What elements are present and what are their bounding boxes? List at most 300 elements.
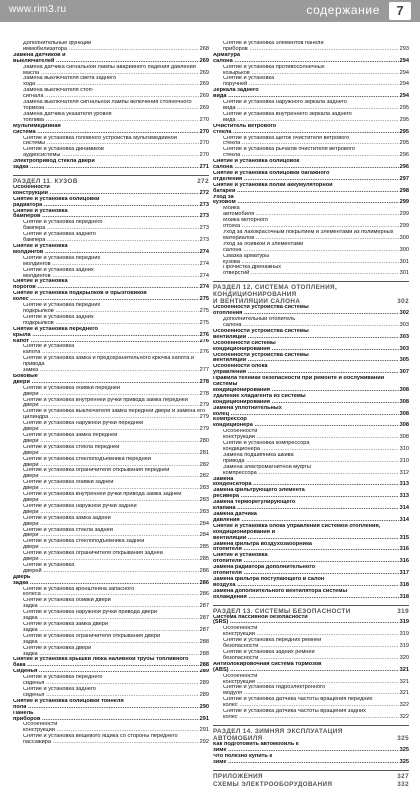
- toc-entry[interactable]: [13, 622, 209, 634]
- toc-entry-page: 286: [199, 591, 209, 598]
- toc-entry-page: 273: [199, 237, 209, 244]
- toc-entry-title: Замена датчика сигнальной лампы аварийного падения давления масла .....: [23, 65, 209, 77]
- toc-entry[interactable]: [213, 615, 409, 627]
- toc-entry[interactable]: [213, 512, 409, 524]
- toc-entry-title: Снятие и установка поручней .....: [223, 76, 409, 88]
- toc-entry[interactable]: [213, 230, 409, 242]
- toc-entry-page: 320: [399, 654, 409, 661]
- toc-entry-title: Снятие и установка обивки двери задка .....: [23, 598, 209, 610]
- toc-entry-title: Снятие и установка головного устройства мультимедийной системы .....: [23, 136, 209, 148]
- toc-entry-title: Прочистка дренажных отверстий .....: [223, 265, 409, 277]
- toc-entry-page: 276: [199, 338, 209, 344]
- toc-entry-title: Снятие и установка элементов панели приборов .....: [223, 41, 409, 53]
- toc-entry[interactable]: [13, 504, 209, 516]
- toc-entry[interactable]: [13, 256, 209, 268]
- toc-entry-page: 313: [399, 481, 409, 488]
- toc-entry[interactable]: [213, 500, 409, 512]
- toc-entry-page: 270: [199, 128, 209, 135]
- toc-entry-title: Панель приборов .....: [13, 711, 209, 723]
- toc-entry-page: 325: [399, 746, 409, 753]
- toc-entry[interactable]: [213, 100, 409, 112]
- toc-entry-title: Снятие и установка ограничителя открывания двери задка .....: [23, 634, 209, 646]
- toc-entry-page: 301: [399, 270, 409, 277]
- toc-entry-page: 288: [199, 650, 209, 657]
- toc-entry-title: Снятие и установка стекла задней двери .....: [23, 528, 209, 540]
- toc-entry-page: 308: [399, 434, 409, 441]
- toc-entry-title: Замена терморегулирующего клапана .....: [213, 500, 409, 512]
- toc-entry-title: Снятие и установка двери задка .....: [23, 646, 209, 658]
- toc-entry-page: 281: [199, 449, 209, 456]
- toc-entry[interactable]: [13, 563, 209, 575]
- toc-entry-title: Снятие и установка компрессора кондиционера .....: [223, 441, 409, 453]
- toc-entry[interactable]: [13, 598, 209, 610]
- page-header: [0, 0, 420, 22]
- toc-left-column: [13, 41, 209, 746]
- toc-entry-page: 313: [399, 493, 409, 500]
- toc-entry[interactable]: [213, 76, 409, 88]
- toc-entry-page: 287: [199, 626, 209, 633]
- toc-entry[interactable]: [213, 317, 409, 329]
- toc-entry-page: 287: [199, 615, 209, 622]
- toc-entry-title: Снятие и установка датчика частоты вращения передних колес .....: [223, 697, 409, 709]
- toc-entry-title: Зеркала заднего вида .....: [213, 88, 409, 100]
- toc-entry[interactable]: [213, 159, 409, 171]
- toc-entry-page: 319: [399, 619, 409, 626]
- toc-entry[interactable]: [213, 417, 409, 429]
- toc-entry-title: Замена уплотнительных колец .....: [213, 406, 409, 418]
- toc-entry[interactable]: [213, 742, 409, 754]
- toc-entry[interactable]: [213, 626, 409, 638]
- toc-entry-page: 299: [399, 223, 409, 230]
- toc-entry-title: Снятие и установка противосолнечных козырьков .....: [223, 65, 409, 77]
- toc-entry-title: Особенности устройства системы отопления .....: [213, 305, 409, 317]
- toc-entry-page: 287: [199, 603, 209, 610]
- toc-entry-title: Снятие и установка замка задней двери .....: [23, 516, 209, 528]
- toc-entry-page: 286: [199, 579, 209, 586]
- toc-entry[interactable]: [213, 65, 409, 77]
- toc-entry-title: Снятие и установка передних молдингов .....: [23, 256, 209, 268]
- toc-entry-title: Снятие и установка облицовок салона .....: [213, 159, 409, 171]
- toc-entry-page: 296: [399, 152, 409, 159]
- toc-entry[interactable]: [13, 159, 209, 171]
- chapter-title-line: И ВЕНТИЛЯЦИИ САЛОНА: [213, 298, 301, 306]
- chapter-title-line: РАЗДЕЛ 13. СИСТЕМЫ БЕЗОПАСНОСТИ: [213, 607, 351, 615]
- toc-entry-title: Снятие и установка отопителя .....: [213, 553, 409, 565]
- toc-entry-title: Снятие и установка рычагов очистителя ветрового стекла .....: [223, 147, 409, 159]
- toc-entry[interactable]: [13, 445, 209, 457]
- toc-right-column: [213, 41, 409, 788]
- toc-entry[interactable]: [13, 303, 209, 315]
- toc-entry[interactable]: [213, 754, 409, 766]
- toc-entry[interactable]: [13, 516, 209, 528]
- toc-entry-title: Снятие и установка динамиков аудиосистемы .....: [23, 147, 209, 159]
- toc-entry-title: Замена выключателя сигнальной лампы включения стояночного тормоза .....: [23, 100, 209, 112]
- toc-entry-title: Снятие и установка наружной ручки привода двери задка .....: [23, 610, 209, 622]
- toc-entry-page: 318: [399, 593, 409, 600]
- toc-entry-page: 307: [399, 369, 409, 376]
- toc-entry-title: Снятие и установка внутренней ручки привода замка задней двери .....: [23, 492, 209, 504]
- toc-entry-page: 268: [199, 45, 209, 52]
- toc-entry-page: 269: [199, 57, 209, 64]
- toc-entry[interactable]: [213, 124, 409, 136]
- toc-entry[interactable]: [213, 542, 409, 554]
- toc-entry-page: 293: [399, 45, 409, 52]
- toc-entry-title: Замена электромагнитной муфты компрессора .....: [223, 465, 409, 477]
- toc-entry[interactable]: [13, 551, 209, 563]
- toc-entry[interactable]: [213, 394, 409, 406]
- toc-entry-page: 303: [399, 345, 409, 352]
- toc-entry-title: Уход за обивкой и элементами салона .....: [223, 242, 409, 254]
- toc-entry[interactable]: [13, 575, 209, 587]
- toc-entry[interactable]: [13, 185, 209, 197]
- toc-entry-page: 284: [199, 520, 209, 527]
- toc-entry[interactable]: [13, 687, 209, 699]
- toc-entry-page: 294: [399, 81, 409, 88]
- chapter-title-line: СХЕМЫ ЭЛЕКТРООБОРУДОВАНИЯ: [213, 780, 333, 788]
- toc-entry-title: Снятие и установка вещевого ящика со стороны переднего пассажира .....: [23, 734, 209, 746]
- toc-entry[interactable]: [13, 327, 209, 339]
- toc-entry[interactable]: [13, 457, 209, 469]
- toc-entry-title: Сиденья .....: [13, 669, 209, 675]
- toc-entry[interactable]: [213, 441, 409, 453]
- toc-entry-page: 283: [199, 508, 209, 515]
- toc-entry-title: Особенности конструкции .....: [23, 722, 209, 734]
- toc-entry-page: 275: [199, 319, 209, 326]
- toc-entry[interactable]: [213, 376, 409, 394]
- toc-entry[interactable]: [13, 147, 209, 159]
- toc-entry[interactable]: [13, 356, 209, 374]
- toc-entry[interactable]: [13, 492, 209, 504]
- toc-chapter-heading: [213, 605, 409, 615]
- toc-entry[interactable]: [13, 244, 209, 256]
- toc-entry-page: 289: [199, 669, 209, 675]
- toc-entry[interactable]: [213, 195, 409, 207]
- toc-entry[interactable]: [13, 209, 209, 221]
- toc-entry-title: Снятие и установка внутренней ручки привода замка передней двери .....: [23, 398, 209, 410]
- toc-entry-title: Антиблокировочная система тормозов (ABS) .....: [213, 662, 409, 674]
- toc-entry[interactable]: [13, 675, 209, 687]
- toc-entry-title: Дверь задка .....: [13, 575, 209, 587]
- toc-entry-page: 308: [399, 410, 409, 417]
- toc-entry-title: Снятие и установка датчика частоты вращения задних колес .....: [223, 709, 409, 721]
- toc-entry[interactable]: [213, 206, 409, 218]
- toc-entry-page: 273: [199, 213, 209, 220]
- toc-entry-title: Капот .....: [13, 339, 209, 345]
- toc-entry[interactable]: [213, 171, 409, 183]
- toc-entry-page: 272: [199, 189, 209, 196]
- toc-entry[interactable]: [213, 218, 409, 230]
- toc-entry[interactable]: [13, 232, 209, 244]
- toc-entry-page: 286: [199, 567, 209, 574]
- toc-entry-page: 302: [399, 310, 409, 317]
- toc-entry-page: 274: [199, 248, 209, 255]
- toc-entry-title: Снятие и установка обивки задней двери .....: [23, 480, 209, 492]
- toc-entry-page: 275: [199, 296, 209, 303]
- toc-entry-page: 314: [399, 505, 409, 512]
- chapter-page-number: 302: [397, 298, 409, 306]
- toc-entry-page: 290: [199, 703, 209, 710]
- toc-entry[interactable]: [13, 722, 209, 734]
- toc-entry[interactable]: [213, 465, 409, 477]
- toc-entry-title: Снятие и установка ограничителя открывания передней двери .....: [23, 468, 209, 480]
- toc-entry[interactable]: [213, 242, 409, 254]
- toc-entry[interactable]: [213, 183, 409, 195]
- toc-entry[interactable]: [213, 638, 409, 650]
- toc-entry-page: 276: [199, 349, 209, 356]
- toc-entry[interactable]: [213, 685, 409, 697]
- toc-entry[interactable]: [213, 329, 409, 341]
- toc-entry-page: 296: [399, 164, 409, 171]
- toc-entry-page: 295: [399, 128, 409, 135]
- toc-entry-page: 273: [199, 225, 209, 232]
- toc-entry-page: 295: [399, 104, 409, 111]
- toc-entry-title: Мойка моторного отсека .....: [223, 218, 409, 230]
- toc-entry-page: 298: [399, 187, 409, 194]
- toc-entry-page: 325: [399, 758, 409, 765]
- toc-entry[interactable]: [213, 406, 409, 418]
- toc-entry[interactable]: [13, 100, 209, 112]
- toc-entry[interactable]: [13, 528, 209, 540]
- toc-entry-title: Боковые двери .....: [13, 374, 209, 386]
- toc-entry[interactable]: [13, 88, 209, 100]
- toc-entry[interactable]: [13, 41, 209, 53]
- toc-entry[interactable]: [13, 374, 209, 386]
- toc-entry[interactable]: [13, 268, 209, 280]
- chapter-title-line: РАЗДЕЛ 14. ЗИМНЯЯ ЭКСПЛУАТАЦИЯ: [213, 727, 343, 735]
- toc-entry[interactable]: [13, 646, 209, 658]
- toc-entry-page: 322: [399, 713, 409, 720]
- toc-entry-page: 316: [399, 558, 409, 565]
- chapter-title-line: КОНДИЦИОНИРОВАНИЯ: [213, 291, 297, 299]
- toc-entry-title: Особенности устройства системы вентиляции .....: [213, 329, 409, 341]
- toc-entry[interactable]: [213, 353, 409, 365]
- toc-entry-page: 308: [399, 422, 409, 429]
- toc-entry-page: 269: [199, 69, 209, 76]
- toc-entry[interactable]: [213, 88, 409, 100]
- toc-entry[interactable]: [213, 709, 409, 721]
- toc-entry[interactable]: [213, 565, 409, 577]
- toc-entry-page: 275: [199, 307, 209, 314]
- toc-entry[interactable]: [13, 65, 209, 77]
- toc-entry-page: 274: [199, 272, 209, 279]
- toc-entry-title: Что полезно купить к зиме .....: [213, 754, 409, 766]
- toc-entry[interactable]: [213, 364, 409, 376]
- toc-entry[interactable]: [13, 112, 209, 124]
- toc-entry-page: 269: [199, 104, 209, 111]
- toc-entry-page: 299: [399, 211, 409, 218]
- toc-entry[interactable]: [13, 76, 209, 88]
- toc-entry[interactable]: [213, 429, 409, 441]
- toc-entry-page: 321: [399, 666, 409, 673]
- toc-entry[interactable]: [213, 136, 409, 148]
- toc-entry-page: 270: [199, 116, 209, 123]
- toc-entry[interactable]: [213, 254, 409, 266]
- toc-entry-page: 315: [399, 534, 409, 541]
- toc-entry-title: Особенности системы кондиционирования .....: [213, 341, 409, 353]
- toc-entry-title: Особенности устройства системы вентиляции .....: [213, 353, 409, 365]
- toc-entry-page: 292: [199, 739, 209, 746]
- toc-entry[interactable]: [213, 524, 409, 542]
- toc-entry[interactable]: [13, 539, 209, 551]
- toc-entry[interactable]: [13, 711, 209, 723]
- toc-entry-title: Снятие и установка стеклоподъемника передней двери .....: [23, 457, 209, 469]
- toc-entry[interactable]: [13, 734, 209, 746]
- toc-entry-page: 301: [399, 258, 409, 265]
- toc-entry[interactable]: [213, 53, 409, 65]
- toc-entry[interactable]: [13, 398, 209, 410]
- toc-entry-title: Снятие и установка заднего сиденья .....: [23, 687, 209, 699]
- toc-entry-title: Снятие и установка внутреннего зеркала заднего вида .....: [223, 112, 409, 124]
- toc-entry[interactable]: [13, 124, 209, 136]
- toc-entry[interactable]: [13, 480, 209, 492]
- toc-entry[interactable]: [13, 468, 209, 480]
- toc-entry-page: 280: [199, 437, 209, 444]
- toc-entry-page: 291: [199, 727, 209, 734]
- chapter-page-number: 319: [397, 607, 409, 615]
- toc-entry[interactable]: [213, 41, 409, 53]
- toc-entry[interactable]: [13, 220, 209, 232]
- toc-entry-title: Снятие и установка полки аккумуляторной батареи .....: [213, 183, 409, 195]
- toc-entry-title: Снятие и установка замка двери задка .....: [23, 622, 209, 634]
- section-title: содержание: [306, 3, 380, 17]
- page-number: 7: [389, 2, 411, 20]
- toc-entry[interactable]: [213, 650, 409, 662]
- toc-chapter-heading: [213, 781, 409, 788]
- toc-entry[interactable]: [213, 674, 409, 686]
- toc-entry-title: Замена выключателя стоп-сигнала .....: [23, 88, 209, 100]
- chapter-title-line: ПРИЛОЖЕНИЯ: [213, 772, 263, 780]
- toc-entry-page: 310: [399, 446, 409, 452]
- toc-entry[interactable]: [213, 147, 409, 159]
- toc-entry[interactable]: [213, 488, 409, 500]
- toc-entry-title: Снятие и установка порогов .....: [13, 279, 209, 291]
- toc-entry-title: Снятие и установка молдингов .....: [13, 244, 209, 256]
- toc-entry-page: 277: [199, 367, 209, 374]
- toc-entry-title: Снятие и установка кронштейна запасного колеса .....: [23, 587, 209, 599]
- toc-entry-title: Снятие и установка задних молдингов .....: [23, 268, 209, 280]
- toc-entry-title: Замена датчика указателя уровня топлива .....: [23, 112, 209, 124]
- toc-entry[interactable]: [13, 657, 209, 669]
- toc-entry[interactable]: [13, 53, 209, 65]
- toc-entry-title: Снятие и установка выключателя замка передней двери и замена его цилиндра .....: [23, 409, 209, 421]
- toc-entry[interactable]: [13, 610, 209, 622]
- toc-entry-title: Снятие и установка заднего бампера .....: [23, 232, 209, 244]
- toc-entry[interactable]: [213, 697, 409, 709]
- toc-entry[interactable]: [213, 112, 409, 124]
- toc-entry-page: 274: [199, 260, 209, 267]
- toc-entry[interactable]: [13, 315, 209, 327]
- toc-entry-page: 279: [199, 426, 209, 433]
- toc-entry-title: Снятие и установка облицовки багажного отделения .....: [213, 171, 409, 183]
- toc-entry[interactable]: [213, 553, 409, 565]
- toc-entry-title: Дополнительные функции иммобилизатора .....: [23, 41, 209, 53]
- toc-entry[interactable]: [213, 265, 409, 277]
- toc-entry-title: Замена фильтра поступающего в салон воздуха .....: [213, 577, 409, 589]
- toc-entry-title: Снятие и установка щеток очистителя ветрового стекла .....: [223, 136, 409, 148]
- toc-entry[interactable]: [13, 136, 209, 148]
- toc-entry-page: 321: [399, 678, 409, 685]
- toc-entry[interactable]: [13, 344, 209, 356]
- toc-entry[interactable]: [13, 699, 209, 711]
- toc-entry-title: Снятие и установка переднего сиденья .....: [23, 675, 209, 687]
- toc-entry-title: Снятие и установка передних ремней безопасности .....: [223, 638, 409, 650]
- toc-entry-title: Снятие и установка блока управления системой отопления, кондиционирования и вентиляции .....: [213, 524, 409, 542]
- toc-entry[interactable]: [13, 386, 209, 398]
- toc-entry-title: Мультимедийная система .....: [13, 124, 209, 136]
- toc-entry-title: Снятие и установка наружной ручки задней двери .....: [23, 504, 209, 516]
- toc-entry[interactable]: [213, 577, 409, 589]
- toc-entry-title: Снятие и установка наружной ручки передней двери .....: [23, 421, 209, 433]
- toc-entry-title: Замена радиатора дополнительного отопителя .....: [213, 565, 409, 577]
- toc-entry[interactable]: [213, 305, 409, 317]
- toc-entry[interactable]: [13, 433, 209, 445]
- toc-entry[interactable]: [213, 477, 409, 489]
- chapter-title-line: РАЗДЕЛ 12. СИСТЕМА ОТОПЛЕНИЯ,: [213, 284, 338, 292]
- toc-entry-page: 316: [399, 546, 409, 553]
- toc-entry[interactable]: [213, 341, 409, 353]
- toc-entry-title: Снятие и установка переднего бампера .....: [23, 220, 209, 232]
- toc-entry-page: 282: [199, 473, 209, 480]
- toc-entry-title: Смазка арматуры кузова .....: [223, 254, 409, 266]
- toc-entry[interactable]: [13, 279, 209, 291]
- toc-entry-title: Особенности конструкции .....: [223, 429, 409, 441]
- toc-entry-page: 271: [199, 164, 209, 171]
- toc-entry-title: Удаление хладагента из системы кондиционирования .....: [213, 394, 409, 406]
- toc-entry-title: Правила техники безопасности при ремонте и обслуживании системы кондиционирования .....: [213, 376, 409, 394]
- toc-entry-page: 283: [199, 485, 209, 492]
- toc-entry-title: Особенности конструкции .....: [223, 626, 409, 638]
- toc-entry-title: Снятие и установка бамперов .....: [13, 209, 209, 221]
- toc-entry-page: 294: [399, 57, 409, 64]
- toc-entry-page: 295: [399, 140, 409, 147]
- toc-entry[interactable]: [213, 453, 409, 465]
- toc-entry-title: Уход за кузовом .....: [213, 195, 409, 207]
- toc-entry[interactable]: [213, 662, 409, 674]
- toc-entry-page: 303: [399, 333, 409, 340]
- toc-entry[interactable]: [13, 409, 209, 421]
- toc-entry-title: Снятие и установка гидроэлектронного модуля .....: [223, 685, 409, 697]
- toc-entry-title: Снятие и установка замка и предохранительного крючка капота и привода замка .....: [23, 356, 209, 374]
- toc-entry-title: Снятие и установка стекла передней двери .....: [23, 445, 209, 457]
- toc-entry-title: Снятие и установка передних подкрылков .....: [23, 303, 209, 315]
- chapter-page-number: 327: [397, 772, 409, 780]
- toc-entry-title: Снятие и установка ограничителя открывания задней двери .....: [23, 551, 209, 563]
- toc-entry-page: 276: [199, 331, 209, 338]
- toc-entry-title: Снятие и установка облицовки радиатора .....: [13, 197, 209, 209]
- toc-entry[interactable]: [213, 589, 409, 601]
- toc-entry-title: Компрессор кондиционера .....: [213, 417, 409, 429]
- toc-chapter-heading: [213, 725, 409, 742]
- toc-entry-title: Снятие и установка стеклоподъемника задней двери .....: [23, 539, 209, 551]
- toc-entry-page: 288: [199, 638, 209, 645]
- toc-entry-title: Электропривод стекла двери задка .....: [13, 159, 209, 171]
- toc-entry-page: 294: [399, 69, 409, 76]
- toc-entry-title: Арматура салона .....: [213, 53, 409, 65]
- toc-entry-page: 297: [399, 175, 409, 182]
- toc-entry-page: 322: [399, 702, 409, 709]
- toc-entry[interactable]: [13, 421, 209, 433]
- toc-entry[interactable]: [13, 634, 209, 646]
- toc-entry[interactable]: [13, 587, 209, 599]
- toc-entry-title: Особенности конструкции .....: [13, 185, 209, 197]
- toc-entry-title: Особенности конструкции .....: [223, 674, 409, 686]
- toc-entry[interactable]: [13, 291, 209, 303]
- toc-entry-page: 270: [199, 140, 209, 147]
- toc-entry-title: Снятие и установка обивки передней двери .....: [23, 386, 209, 398]
- toc-entry[interactable]: [13, 197, 209, 209]
- toc-entry-page: 269: [199, 81, 209, 88]
- toc-entry-page: 319: [399, 631, 409, 638]
